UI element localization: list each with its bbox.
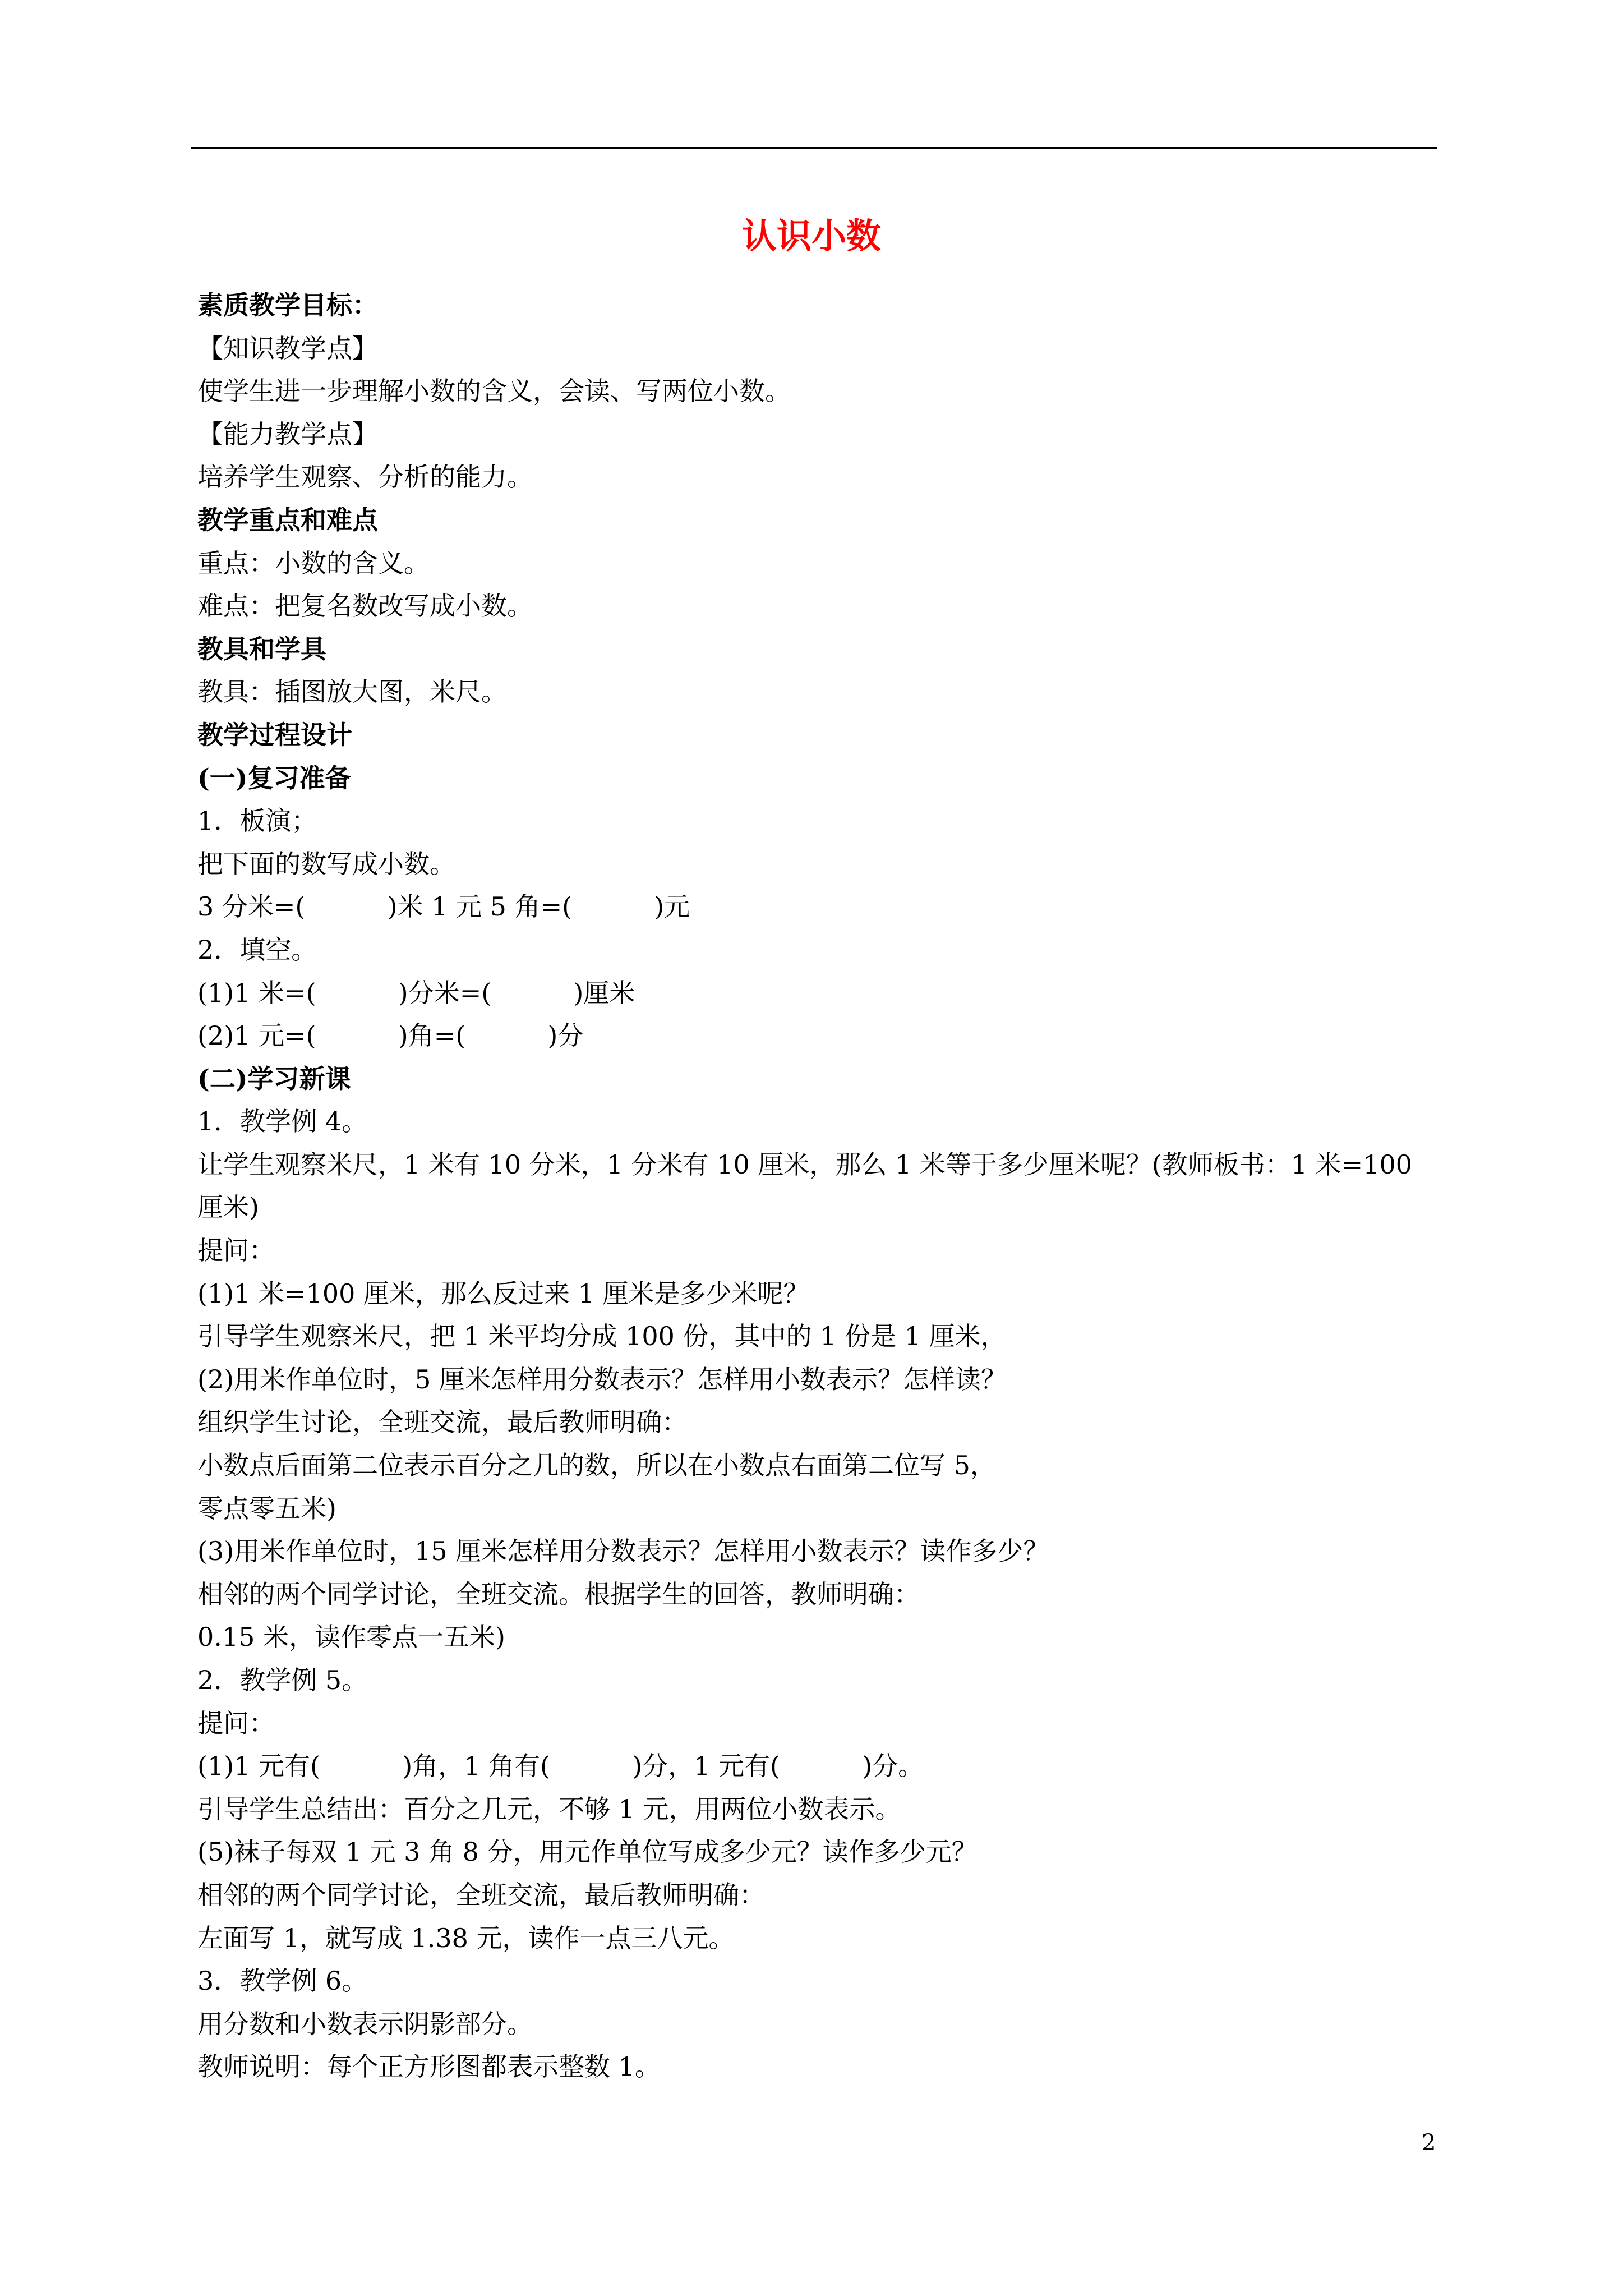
- text-line: 培养学生观察、分析的能力。: [197, 462, 533, 493]
- text-line: 相邻的两个同学讨论，全班交流，最后教师明确：: [197, 1879, 765, 1910]
- text-line: 零点零五米): [197, 1493, 336, 1524]
- text-line: 教师说明：每个正方形图都表示整数 1。: [197, 2051, 661, 2082]
- document-body: [197, 284, 1437, 2088]
- section-heading: (二)学习新课: [197, 1063, 351, 1094]
- text-line: 2．教学例 5。: [197, 1665, 368, 1695]
- text-line: 1．教学例 4。: [197, 1106, 368, 1137]
- text-line: 【知识教学点】: [197, 333, 378, 364]
- text-line: 左面写 1，就写成 1.38 元，读作一点三八元。: [197, 1922, 735, 1953]
- text-line: (5)袜子每双 1 元 3 角 8 分，用元作单位写成多少元？读作多少元？: [197, 1837, 978, 1867]
- text-line: 【能力教学点】: [197, 418, 378, 449]
- text-line: 引导学生总结出：百分之几元，不够 1 元，用两位小数表示。: [197, 1793, 901, 1824]
- text-line: (2)用米作单位时，5 厘米怎样用分数表示？怎样用小数表示？怎样读？: [197, 1364, 1007, 1395]
- text-line: 重点：小数的含义。: [197, 547, 430, 578]
- text-line: 引导学生观察米尺，把 1 米平均分成 100 份，其中的 1 份是 1 厘米，: [197, 1321, 1007, 1352]
- text-line: 相邻的两个同学讨论，全班交流。根据学生的回答，教师明确：: [197, 1579, 920, 1609]
- text-line: 3 分米=( )米 1 元 5 角=( )元: [197, 891, 690, 922]
- section-heading: 素质教学目标：: [197, 290, 378, 320]
- page-number: 2: [1422, 2130, 1436, 2156]
- text-line: (1)1 元有( )角，1 角有( )分，1 元有( )分。: [197, 1751, 924, 1782]
- text-line: (2)1 元=( )角=( )分: [197, 1020, 584, 1051]
- section-heading: (一)复习准备: [197, 762, 351, 793]
- text-line: 1．板演；: [197, 806, 317, 836]
- text-line: 0.15 米，读作零点一五米): [197, 1622, 505, 1653]
- text-line: (3)用米作单位时，15 厘米怎样用分数表示？怎样用小数表示？读作多少？: [197, 1536, 1049, 1567]
- text-line: 难点：把复名数改写成小数。: [197, 591, 533, 622]
- text-line: (1)1 米=100 厘米，那么反过来 1 厘米是多少米呢？: [197, 1278, 809, 1309]
- text-line: 提问：: [197, 1235, 275, 1266]
- text-line: 3．教学例 6。: [197, 1966, 368, 1996]
- text-line: 组织学生讨论，全班交流，最后教师明确：: [197, 1407, 688, 1438]
- text-line: 提问：: [197, 1708, 275, 1738]
- section-heading: 教具和学具: [197, 633, 326, 664]
- document-title: 认识小数: [741, 215, 881, 256]
- header-rule: [191, 147, 1437, 149]
- text-line: 使学生进一步理解小数的含义，会读、写两位小数。: [197, 376, 791, 407]
- text-line: 2．填空。: [197, 934, 317, 965]
- text-line: 小数点后面第二位表示百分之几的数，所以在小数点右面第二位写 5，: [197, 1450, 996, 1481]
- text-line: (1)1 米=( )分米=( )厘米: [197, 977, 635, 1008]
- text-line: 用分数和小数表示阴影部分。: [197, 2008, 533, 2039]
- section-heading: 教学重点和难点: [197, 504, 378, 535]
- text-line: 教具：插图放大图，米尺。: [197, 677, 507, 707]
- text-line: 让学生观察米尺，1 米有 10 分米，1 分米有 10 厘米，那么 1 米等于多少厘米呢？(教师板书：1 米=100 厘米): [197, 1149, 1413, 1223]
- text-line: 把下面的数写成小数。: [197, 848, 455, 879]
- section-heading: 教学过程设计: [197, 719, 352, 750]
